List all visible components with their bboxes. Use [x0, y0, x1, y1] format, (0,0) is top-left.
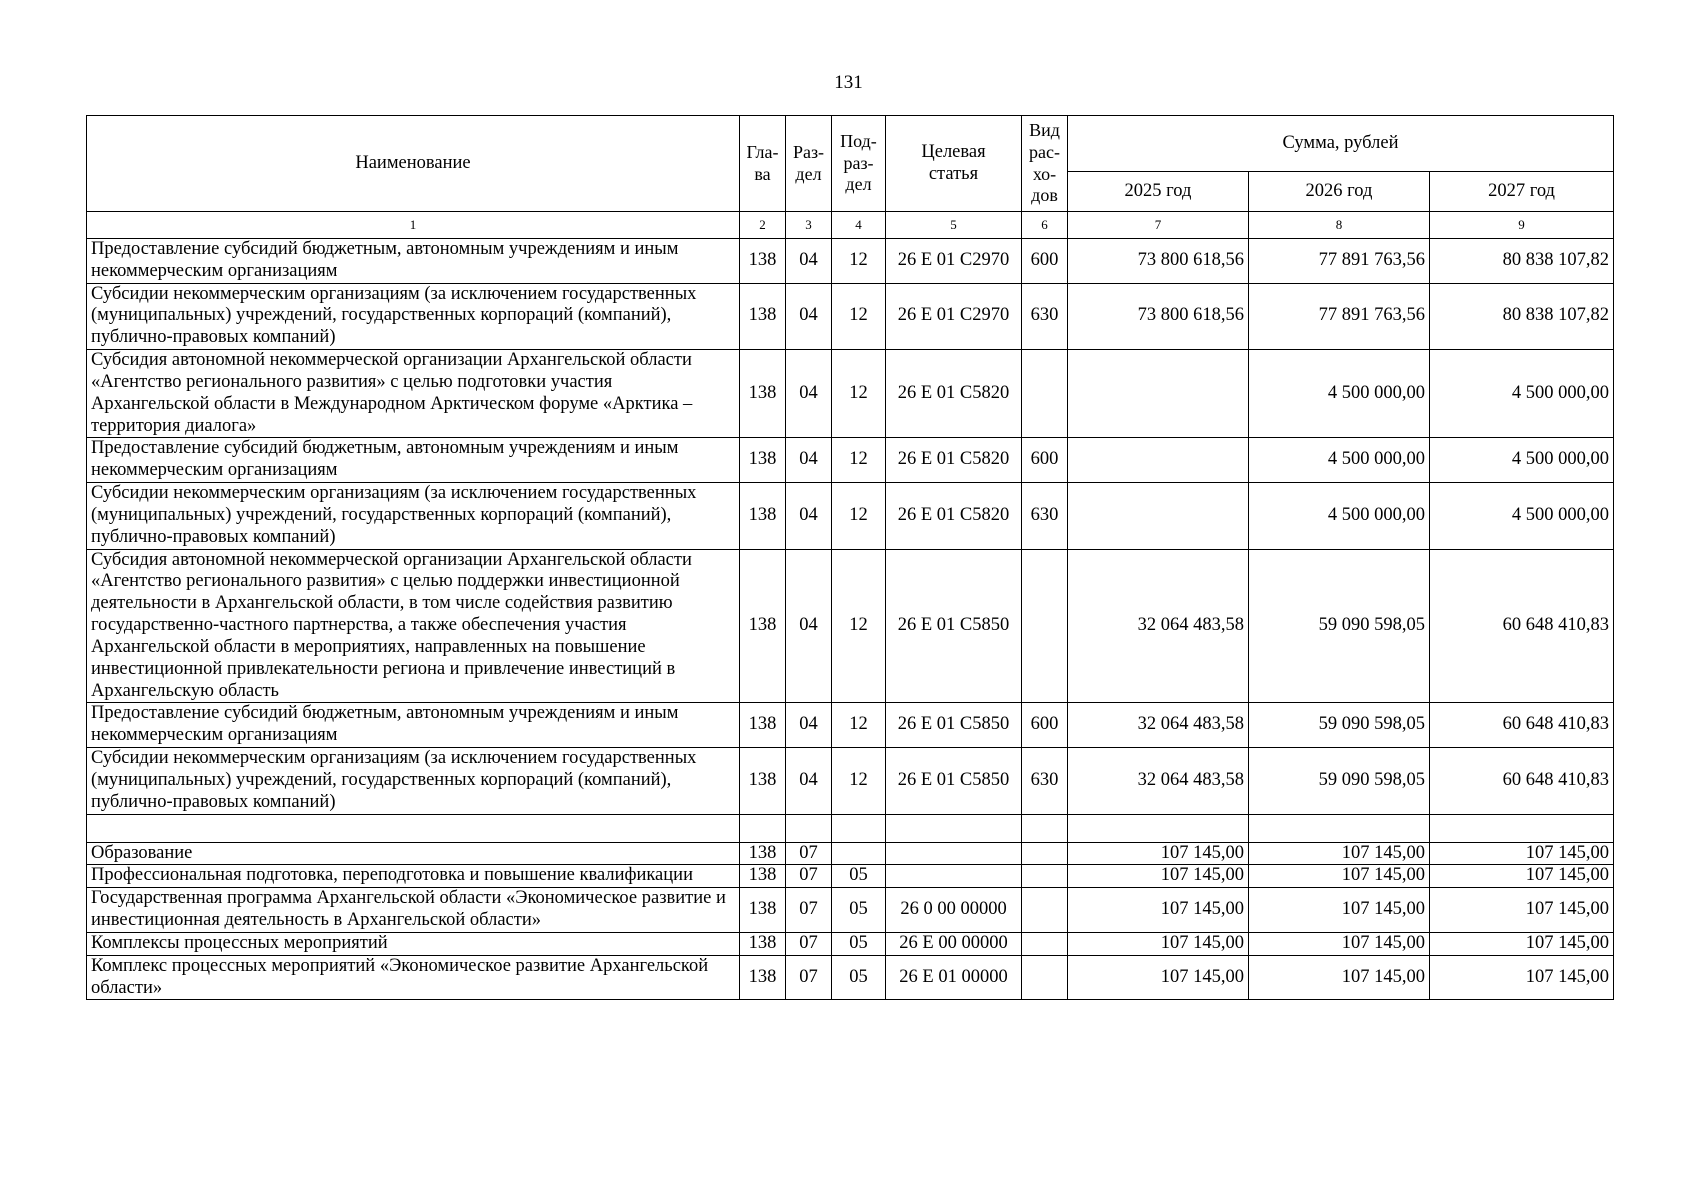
row-sum-2027	[1430, 814, 1614, 842]
column-number-row	[87, 212, 1614, 239]
row-sum-2025: 73 800 618,56	[1068, 283, 1249, 349]
row-sum-2025: 73 800 618,56	[1068, 239, 1249, 284]
row-sum-2027: 80 838 107,82	[1430, 239, 1614, 284]
table-row	[87, 549, 1614, 703]
row-sum-2026: 77 891 763,56	[1249, 283, 1430, 349]
row-sum-2025: 107 145,00	[1068, 865, 1249, 888]
row-sum-2027: 80 838 107,82	[1430, 283, 1614, 349]
row-name: Субсидии некоммерческим организациям (за исключением государственных (муниципальных) учреждений, государственных корпораций (компаний), публично-правовых компаний)	[87, 748, 740, 814]
row-sum-2027: 4 500 000,00	[1430, 350, 1614, 438]
header-year-2025: 2025 год	[1068, 172, 1249, 212]
row-sum-2027: 60 648 410,83	[1430, 748, 1614, 814]
row-section: 04	[786, 350, 832, 438]
row-expense-type: 630	[1022, 748, 1068, 814]
row-target-item: 26 Е 01 С5850	[886, 748, 1022, 814]
row-target-item: 26 Е 01 С2970	[886, 239, 1022, 284]
row-expense-type: 630	[1022, 483, 1068, 549]
row-target-item: 26 Е 01 С5850	[886, 549, 1022, 703]
table-row	[87, 955, 1614, 1000]
row-name: Предоставление субсидий бюджетным, автономным учреждениям и иным некоммерческим организациям	[87, 239, 740, 284]
row-sum-2027: 4 500 000,00	[1430, 483, 1614, 549]
row-section: 04	[786, 748, 832, 814]
page-number: 131	[834, 72, 863, 93]
row-expense-type	[1022, 865, 1068, 888]
row-sum-2025	[1068, 483, 1249, 549]
row-expense-type	[1022, 842, 1068, 865]
row-name	[87, 814, 740, 842]
row-name: Субсидия автономной некоммерческой организации Архангельской области «Агентство регионального развития» с целью подготовки участия Архангельской области в Международном Арктическом форуме «Арктика – территория диалога»	[87, 350, 740, 438]
table-row	[87, 932, 1614, 955]
row-sum-2025: 32 064 483,58	[1068, 748, 1249, 814]
row-chapter	[740, 814, 786, 842]
row-section: 04	[786, 239, 832, 284]
row-sum-2025: 107 145,00	[1068, 955, 1249, 1000]
row-expense-type: 600	[1022, 438, 1068, 483]
col-number: 5	[886, 212, 1022, 239]
row-subsection: 12	[832, 350, 886, 438]
row-sum-2025	[1068, 814, 1249, 842]
row-expense-type	[1022, 549, 1068, 703]
row-sum-2026: 107 145,00	[1249, 842, 1430, 865]
row-expense-type	[1022, 888, 1068, 933]
row-target-item: 26 0 00 00000	[886, 888, 1022, 933]
row-sum-2027: 60 648 410,83	[1430, 703, 1614, 748]
row-sum-2026: 77 891 763,56	[1249, 239, 1430, 284]
row-name: Комплексы процессных мероприятий	[87, 932, 740, 955]
header-year-2026: 2026 год	[1249, 172, 1430, 212]
row-sum-2025: 107 145,00	[1068, 842, 1249, 865]
row-section: 04	[786, 483, 832, 549]
col-number: 3	[786, 212, 832, 239]
row-subsection: 12	[832, 748, 886, 814]
row-subsection	[832, 842, 886, 865]
row-section: 07	[786, 932, 832, 955]
row-target-item: 26 Е 01 С5820	[886, 350, 1022, 438]
table-row	[87, 438, 1614, 483]
table-row	[87, 239, 1614, 284]
table-row	[87, 748, 1614, 814]
row-sum-2026: 107 145,00	[1249, 955, 1430, 1000]
row-target-item: 26 Е 01 00000	[886, 955, 1022, 1000]
col-number: 6	[1022, 212, 1068, 239]
row-chapter: 138	[740, 932, 786, 955]
row-expense-type	[1022, 955, 1068, 1000]
col-number: 9	[1430, 212, 1614, 239]
row-chapter: 138	[740, 865, 786, 888]
row-section: 07	[786, 888, 832, 933]
col-number: 7	[1068, 212, 1249, 239]
row-sum-2027: 107 145,00	[1430, 955, 1614, 1000]
row-chapter: 138	[740, 955, 786, 1000]
row-sum-2026: 107 145,00	[1249, 888, 1430, 933]
row-chapter: 138	[740, 549, 786, 703]
row-section: 04	[786, 283, 832, 349]
row-chapter: 138	[740, 239, 786, 284]
header-year-2027: 2027 год	[1430, 172, 1614, 212]
row-chapter: 138	[740, 748, 786, 814]
row-name: Комплекс процессных мероприятий «Экономическое развитие Архангельской области»	[87, 955, 740, 1000]
table-row	[87, 350, 1614, 438]
row-sum-2025: 107 145,00	[1068, 932, 1249, 955]
header-target-item: Целевая статья	[886, 116, 1022, 212]
row-subsection: 12	[832, 703, 886, 748]
header-section: Раз- дел	[786, 116, 832, 212]
row-subsection: 05	[832, 932, 886, 955]
table-row	[87, 865, 1614, 888]
row-subsection: 12	[832, 549, 886, 703]
row-section: 07	[786, 842, 832, 865]
row-sum-2026: 4 500 000,00	[1249, 483, 1430, 549]
row-expense-type: 600	[1022, 239, 1068, 284]
budget-table	[86, 115, 1614, 1000]
row-target-item	[886, 865, 1022, 888]
row-target-item: 26 Е 01 С5820	[886, 483, 1022, 549]
row-name: Образование	[87, 842, 740, 865]
row-section: 07	[786, 955, 832, 1000]
row-chapter: 138	[740, 703, 786, 748]
col-number: 8	[1249, 212, 1430, 239]
row-section: 04	[786, 549, 832, 703]
row-section	[786, 814, 832, 842]
row-sum-2025: 107 145,00	[1068, 888, 1249, 933]
row-sum-2027: 107 145,00	[1430, 932, 1614, 955]
row-name: Субсидии некоммерческим организациям (за исключением государственных (муниципальных) учреждений, государственных корпораций (компаний), публично-правовых компаний)	[87, 283, 740, 349]
row-name: Субсидия автономной некоммерческой организации Архангельской области «Агентство регионального развития» с целью поддержки инвестиционной деятельности в Архангельской области, в том числе содействия развитию государственно-частного партнерства, а также обеспечения участия Архангельской области в мероприятиях, направленных на повышение инвестиционной привлекательности региона и привлечение инвестиций в Архангельскую область	[87, 549, 740, 703]
table-row	[87, 888, 1614, 933]
row-subsection: 05	[832, 955, 886, 1000]
header-chapter: Гла- ва	[740, 116, 786, 212]
row-sum-2025	[1068, 438, 1249, 483]
row-sum-2026	[1249, 814, 1430, 842]
row-sum-2027: 107 145,00	[1430, 888, 1614, 933]
row-name: Предоставление субсидий бюджетным, автономным учреждениям и иным некоммерческим организациям	[87, 703, 740, 748]
header-subsection: Под- раз- дел	[832, 116, 886, 212]
table-row	[87, 283, 1614, 349]
row-sum-2026: 4 500 000,00	[1249, 350, 1430, 438]
row-sum-2026: 107 145,00	[1249, 932, 1430, 955]
header-expense-type: Вид рас- хо- дов	[1022, 116, 1068, 212]
row-sum-2026: 59 090 598,05	[1249, 549, 1430, 703]
row-sum-2026: 59 090 598,05	[1249, 748, 1430, 814]
col-number: 4	[832, 212, 886, 239]
row-sum-2027: 107 145,00	[1430, 842, 1614, 865]
row-section: 04	[786, 703, 832, 748]
row-chapter: 138	[740, 283, 786, 349]
row-expense-type	[1022, 814, 1068, 842]
row-sum-2025: 32 064 483,58	[1068, 549, 1249, 703]
row-expense-type: 600	[1022, 703, 1068, 748]
row-expense-type	[1022, 932, 1068, 955]
row-name: Профессиональная подготовка, переподготовка и повышение квалификации	[87, 865, 740, 888]
row-target-item: 26 Е 01 С2970	[886, 283, 1022, 349]
row-subsection: 12	[832, 483, 886, 549]
row-sum-2026: 59 090 598,05	[1249, 703, 1430, 748]
row-sum-2027: 60 648 410,83	[1430, 549, 1614, 703]
row-sum-2025: 32 064 483,58	[1068, 703, 1249, 748]
row-subsection: 12	[832, 283, 886, 349]
row-subsection: 05	[832, 888, 886, 933]
header-sum: Сумма, рублей	[1068, 116, 1614, 172]
row-chapter: 138	[740, 483, 786, 549]
row-name: Государственная программа Архангельской области «Экономическое развитие и инвестиционная деятельность в Архангельской области»	[87, 888, 740, 933]
table-row	[87, 842, 1614, 865]
row-chapter: 138	[740, 438, 786, 483]
col-number: 2	[740, 212, 786, 239]
row-target-item: 26 Е 00 00000	[886, 932, 1022, 955]
row-name: Предоставление субсидий бюджетным, автономным учреждениям и иным некоммерческим организациям	[87, 438, 740, 483]
row-target-item	[886, 814, 1022, 842]
row-chapter: 138	[740, 350, 786, 438]
row-sum-2027: 4 500 000,00	[1430, 438, 1614, 483]
row-sum-2026: 107 145,00	[1249, 865, 1430, 888]
row-sum-2025	[1068, 350, 1249, 438]
row-target-item: 26 Е 01 С5850	[886, 703, 1022, 748]
table-row	[87, 814, 1614, 842]
row-name: Субсидии некоммерческим организациям (за исключением государственных (муниципальных) учреждений, государственных корпораций (компаний), публично-правовых компаний)	[87, 483, 740, 549]
row-section: 07	[786, 865, 832, 888]
row-target-item: 26 Е 01 С5820	[886, 438, 1022, 483]
row-target-item	[886, 842, 1022, 865]
row-subsection: 05	[832, 865, 886, 888]
row-sum-2027: 107 145,00	[1430, 865, 1614, 888]
col-number: 1	[87, 212, 740, 239]
row-subsection: 12	[832, 239, 886, 284]
row-expense-type: 630	[1022, 283, 1068, 349]
row-subsection	[832, 814, 886, 842]
row-chapter: 138	[740, 888, 786, 933]
row-sum-2026: 4 500 000,00	[1249, 438, 1430, 483]
row-section: 04	[786, 438, 832, 483]
table-row	[87, 483, 1614, 549]
header-name: Наименование	[87, 116, 740, 212]
table-row	[87, 703, 1614, 748]
row-chapter: 138	[740, 842, 786, 865]
row-subsection: 12	[832, 438, 886, 483]
row-expense-type	[1022, 350, 1068, 438]
